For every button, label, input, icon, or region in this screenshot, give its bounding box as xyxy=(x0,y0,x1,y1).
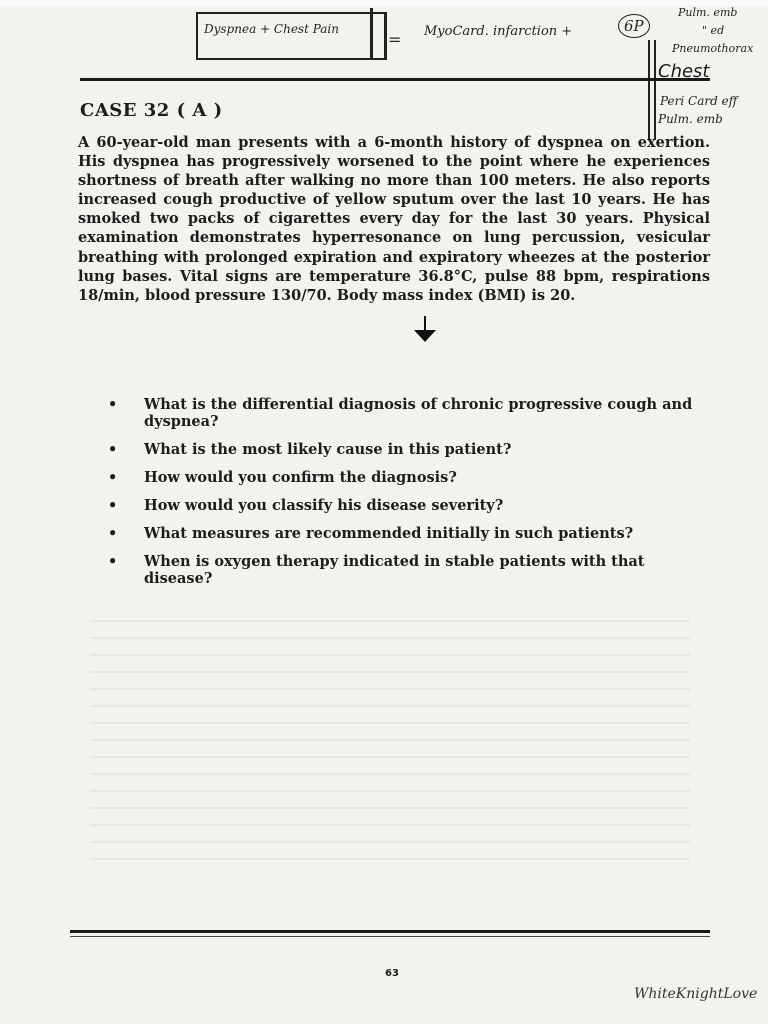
list-item xyxy=(108,396,708,430)
header-rule xyxy=(80,78,710,81)
question-list xyxy=(108,396,708,598)
handwritten-middle: MyoCard. infarction + xyxy=(424,24,573,39)
handwritten-right-line-3: Pneumothorax xyxy=(672,42,754,55)
list-item xyxy=(108,525,708,542)
bullet-icon: • xyxy=(108,525,118,542)
page-number: 63 xyxy=(385,968,399,979)
footer-rule xyxy=(70,930,710,933)
bullet-icon: • xyxy=(108,553,118,570)
case-paragraph: A 60-year-old man presents with a 6-month history of dyspnea on exertion. His dyspnea has progressively worsened to the point where he experiences shortness of breath after walking no more than 100 meters. He also reports increased cough productive of yellow sputum over the last 10 years. He has smoked two packs of cigarettes every day for the last 30 years. Physical examination demonstrates hyperresonance on lung percussion, vesicular breathing with prolonged expiration and expiratory wheezes at the posterior lung bases. Vital signs are temperature 36.8°C, pulse 88 bpm, respirations 18/min, blood pressure 130/70. Body mass index (BMI) is 20. xyxy=(78,134,710,304)
bullet-icon: • xyxy=(108,441,118,458)
bullet-icon: • xyxy=(108,497,118,514)
handwritten-vertical-line-1 xyxy=(370,8,373,58)
handwritten-equals: = xyxy=(388,30,402,49)
section-title: Chest xyxy=(658,61,710,82)
watermark-signature: WhiteKnightLove xyxy=(634,986,758,1002)
handwritten-side-note-2: Pulm. emb xyxy=(658,112,723,126)
handwritten-box-text: Dyspnea + Chest Pain xyxy=(204,22,339,36)
top-strip xyxy=(0,0,768,6)
list-item xyxy=(108,441,708,458)
list-item xyxy=(108,469,708,486)
handwritten-vertical-line-2 xyxy=(648,40,650,140)
footer-rule-thin xyxy=(70,936,710,937)
handwritten-right-line-1: Pulm. emb xyxy=(678,6,738,19)
question-text: How would you confirm the diagnosis? xyxy=(144,469,457,486)
bullet-icon: • xyxy=(108,469,118,486)
show-through-texture xyxy=(90,620,690,860)
handwritten-vertical-line-3 xyxy=(654,40,656,140)
case-title: CASE 32 ( A ) xyxy=(80,100,223,121)
handwritten-box xyxy=(196,12,387,60)
bullet-icon: • xyxy=(108,396,118,413)
question-text: When is oxygen therapy indicated in stable patients with that disease? xyxy=(144,553,645,587)
handwritten-arrow-icon xyxy=(411,314,439,344)
question-text: What measures are recommended initially in such patients? xyxy=(144,525,634,542)
question-text: How would you classify his disease severity? xyxy=(144,497,504,514)
question-text: What is the most likely cause in this patient? xyxy=(144,441,512,458)
list-item xyxy=(108,553,708,587)
handwritten-right-line-2: " ed xyxy=(702,24,725,37)
question-text: What is the differential diagnosis of chronic progressive cough and dyspnea? xyxy=(144,396,693,430)
handwritten-circled: 6P xyxy=(618,14,650,38)
handwritten-side-note-1: Peri Card eff xyxy=(660,94,738,108)
list-item xyxy=(108,497,708,514)
